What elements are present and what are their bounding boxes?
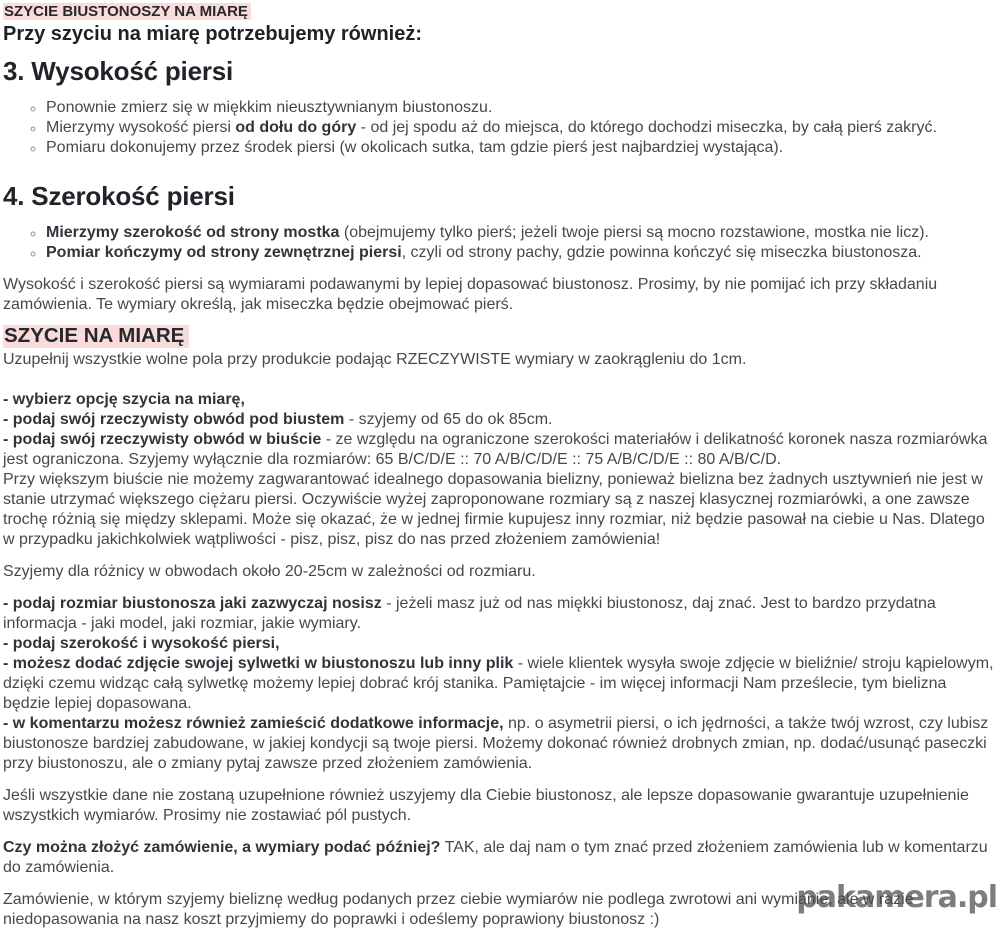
section-4-bullet-list (3, 223, 995, 263)
steps-block-2 (3, 594, 995, 774)
step-line: - możesz dodać zdjęcie swojej sylwetki w biustonoszu lub inny plik - wiele klientek wysyła swoje zdjęcie w bieliźnie/ stroju kąpielowym, dzięki czemu widząc całą sylwetkę możemy lepiej dobrać krój stanika. Pamiętajcie - im więcej informacji Nam prześlecie, tym bielizna będzie lepiej dopasowana. (3, 655, 994, 712)
faq-question: Czy można złożyć zamówienie, a wymiary podać później? (3, 839, 441, 856)
range-note-paragraph: Szyjemy dla różnicy w obwodach około 20-25cm w zależności od rozmiaru. (3, 563, 536, 580)
list-item: ◦ Ponownie zmierz się w miękkim nieusztywnianym biustonoszu. (45, 98, 995, 118)
list-item: ◦ Pomiar kończymy od strony zewnętrznej piersi, czyli od strony pachy, gdzie powinna kończyć się miseczka biustonosza. (45, 243, 995, 263)
returns-note-paragraph: Zamówienie, w którym szyjemy bieliznę według podanych przez ciebie wymiarów nie podlega zwrotowi ani wymianie, ale w razie niedopasowania na nasz koszt przyjmiemy do poprawki i odeślemy poprawiony biustonosz :) (3, 891, 914, 928)
list-item: ◦ Mierzymy szerokość od strony mostka (obejmujemy tylko pierś; jeżeli twoje piersi są mocno rozstawione, mostka nie licz). (45, 223, 995, 243)
list-item: ◦ Mierzymy wysokość piersi od dołu do góry - od jej spodu aż do miejsca, do którego dochodzi miseczka, by całą pierś zakryć. (45, 118, 995, 138)
fit-note-paragraph: Wysokość i szerokość piersi są wymiarami podawanymi by lepiej dopasować biustonosz. Prosimy, by nie pomijać ich przy składaniu zamówienia. Te wymiary określą, jak miseczka będzie obejmować pierś. (3, 276, 938, 313)
step-line: - podaj rozmiar biustonosza jaki zazwyczaj nosisz - jeżeli masz już od nas miękki biustonosz, daj znać. Jest to bardzo przydatna informacja - jaki model, jaki rozmiar, jakie wymiary. (3, 595, 936, 632)
step-line: - podaj swój rzeczywisty obwód pod biustem - szyjemy od 65 do ok 85cm. (3, 411, 553, 428)
step-line: - w komentarzu możesz również zamieścić dodatkowe informacje, np. o asymetrii piersi, o ich jędrności, a także twój wzrost, czy lubisz biustonosze bardziej zabudowane, w jakiej kondycji są twoje piersi. Możemy dokonać również drobnych zmian, np. dodać/usunąć paseczki przy biustonoszu, ale o zmiany pytaj zawsze przed złożeniem zamówienia. (3, 715, 989, 772)
incomplete-data-note: Jeśli wszystkie dane nie zostaną uzupełnione również uszyjemy dla Ciebie biustonosz, ale lepsze dopasowanie gwarantuje uzupełnienie wszystkich wymiarów. Prosimy nie zostawiać pól pustych. (3, 787, 969, 824)
section-4-heading: 4. Szerokość piersi (3, 181, 235, 211)
step-line: - podaj szerokość i wysokość piersi, (3, 635, 280, 652)
step-line: Przy większym biuście nie możemy zagwarantować idealnego dopasowania bielizny, ponieważ bielizna bez żadnych usztywnień nie jest w stanie utrzymać większego ciężaru piersi. Oczywiście wyżej zaproponowane rozmiary są z naszej klasycznej rozmiarówki, a one zawsze trochę różnią się między sklepami. Może się okazać, że w jednej firmie kupujesz inny rozmiar, niż będzie pasował na ciebie u Nas. Dlatego w przypadku jakichkolwiek wątpliwości - pisz, pisz, pisz do nas przed złożeniem zamówienia! (3, 471, 985, 548)
page-tag-line (3, 2, 995, 22)
intro-text: Przy szyciu na miarę potrzebujemy również: (3, 23, 423, 45)
pakamera-watermark-logo: pakamera.pl (796, 880, 997, 915)
step-line: - wybierz opcję szycia na miarę, (3, 391, 245, 408)
custom-sewing-heading: SZYCIE NA MIARĘ (3, 325, 189, 348)
faq-paragraph (3, 838, 995, 878)
section-3-bullet-list (3, 98, 995, 158)
section-3-heading: 3. Wysokość piersi (3, 56, 234, 86)
step-line: - podaj swój rzeczywisty obwód w biuście - ze względu na ograniczone szerokości materiałów i delikatność koronek nasza rozmiarówka jest ograniczona. Szyjemy wyłącznie dla rozmiarów: 65 B/C/D/E :: 70 A/B/C/D/E :: 75 A/B/C/D/E :: 80 A/B/C/D. (3, 431, 988, 468)
custom-instruction-text: Uzupełnij wszystkie wolne pola przy produkcie podając RZECZYWISTE wymiary w zaokrągleniu do 1cm. (3, 351, 747, 368)
list-item: ◦ Pomiaru dokonujemy przez środek piersi (w okolicach sutka, tam gdzie pierś jest najbardziej wystająca). (45, 138, 995, 158)
steps-block-1 (3, 390, 995, 550)
faq-answer: TAK, ale daj nam o tym znać przed złożeniem zamówienia lub w komentarzu do zamówienia. (3, 839, 988, 876)
page-title: SZYCIE BIUSTONOSZY NA MIARĘ (3, 3, 251, 20)
custom-sewing-heading-line (3, 325, 995, 348)
